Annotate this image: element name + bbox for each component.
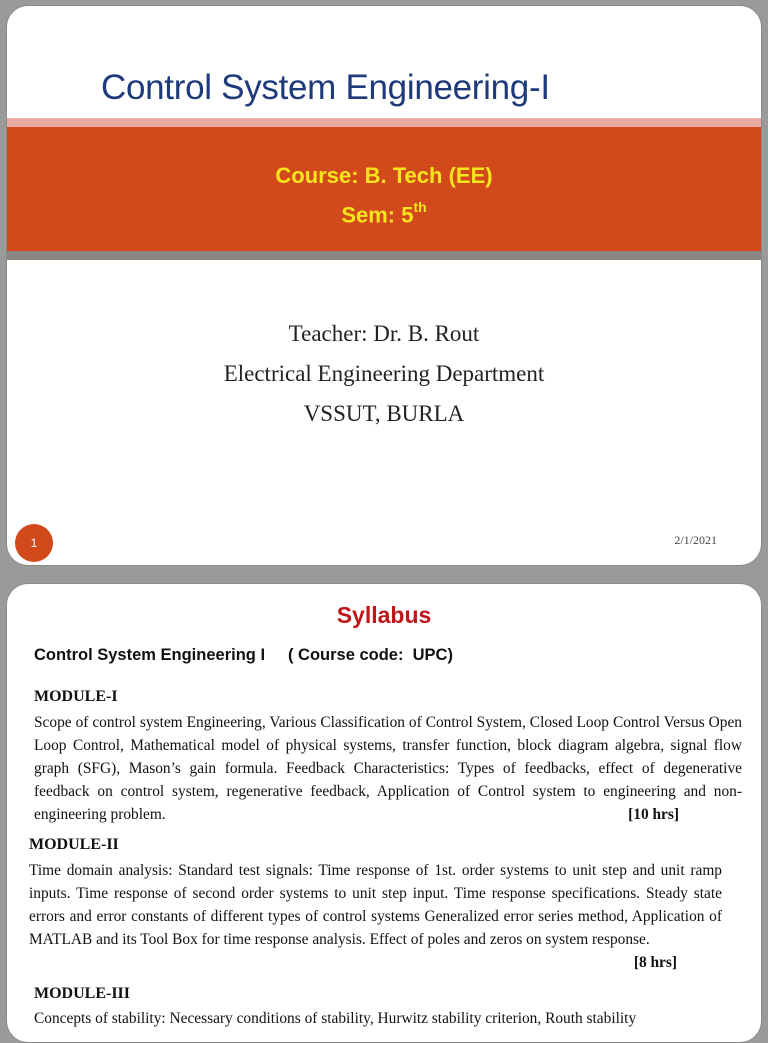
course-code-line: Control System Engineering I ( Course code: UPC) [34, 646, 453, 664]
module-2-body [29, 859, 722, 974]
page-number-badge: 1 [15, 524, 53, 562]
module-1-text: Scope of control system Engineering, Various Classification of Control System, Closed Loop Control Versus Open Loop Control, Mathematical model of physical systems, transfer function, block diagram algebra, signal flow graph (SFG), Mason’s gain formula. Feedback Characteristics: Types of feedbacks, effect of degenerative feedback on control system, regenerative feedback, Application of Control system to engineering and non-engineering problem. [34, 714, 742, 823]
module-1-body [34, 711, 742, 826]
band-top-stripe [7, 118, 761, 127]
course-label: Course: B. Tech (EE) [275, 163, 493, 188]
band-bottom-stripe [7, 251, 761, 260]
module-3-body: Concepts of stability: Necessary conditions of stability, Hurwitz stability criterion, Routh stability [34, 1010, 637, 1027]
title-slide [6, 5, 762, 566]
institute-name: VSSUT, BURLA [303, 401, 465, 426]
module-2-text: Time domain analysis: Standard test signals: Time response of 1st. order systems to unit step and unit ramp inputs. Time response of second order systems to unit step input. Time response specifications. Steady state errors and error constants of different types of control systems Generalized error series method, Application of MATLAB and its Tool Box for time response analysis. Effect of poles and zeros on system response. [29, 862, 722, 948]
module-2-heading: MODULE-II [29, 836, 119, 853]
slide-title: Control System Engineering-I [101, 68, 550, 107]
semester-label: Sem: 5th [341, 199, 427, 228]
module-1-heading: MODULE-I [34, 688, 118, 705]
syllabus-slide [6, 583, 762, 1043]
slide-date: 2/1/2021 [674, 533, 717, 547]
syllabus-title: Syllabus [336, 602, 432, 628]
module-2-hours: [8 hrs] [633, 954, 677, 971]
module-1-hours: [10 hrs] [628, 806, 679, 823]
teacher-info [7, 314, 761, 434]
department-name: Electrical Engineering Department [223, 361, 545, 386]
module-3-heading: MODULE-III [34, 985, 131, 1002]
teacher-name: Teacher: Dr. B. Rout [288, 321, 480, 346]
course-band [7, 127, 761, 251]
